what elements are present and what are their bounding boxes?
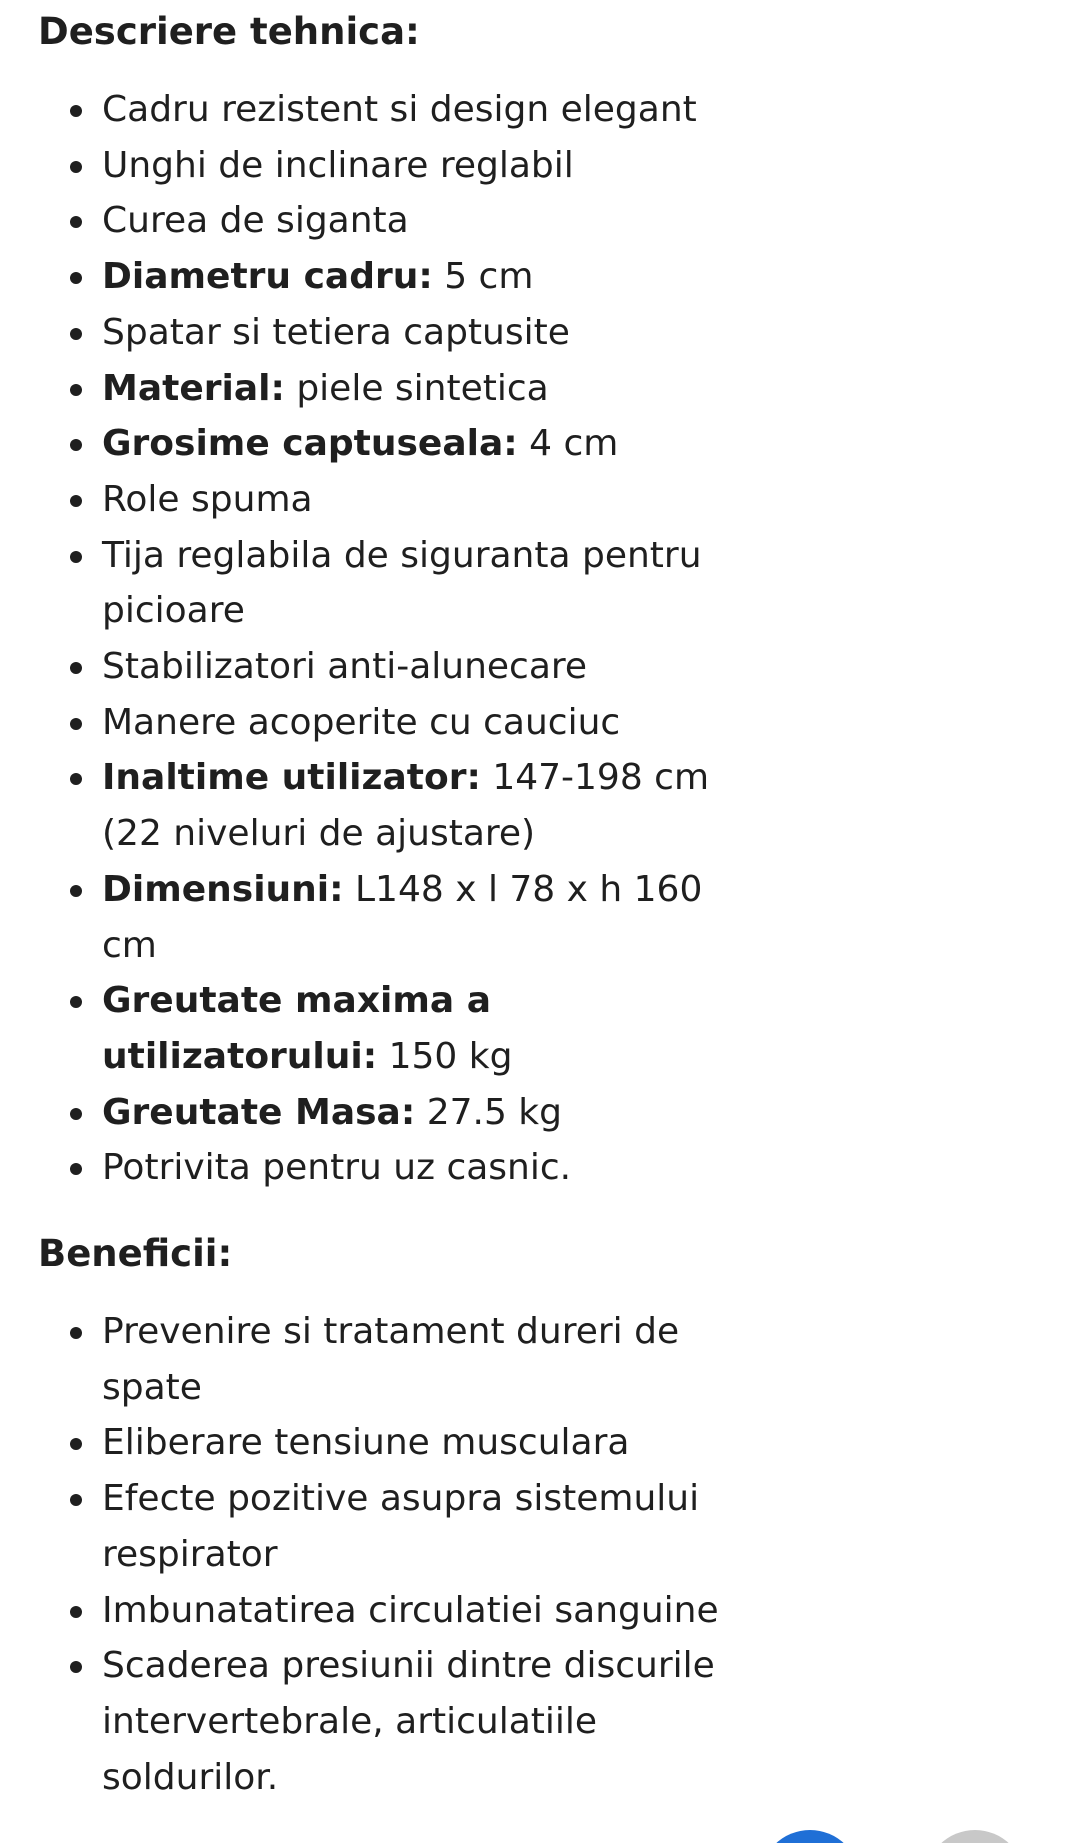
list-item: Tija reglabila de siguranta pentru picioare <box>102 528 742 639</box>
product-description <box>38 0 718 1805</box>
list-item: Scaderea presiunii dintre discurile intervertebrale, articulatiile soldurilor. <box>102 1638 742 1805</box>
benefits-list <box>38 1304 718 1805</box>
list-item: Stabilizatori anti-alunecare <box>102 639 742 695</box>
list-item: Material: piele sintetica <box>102 361 742 417</box>
list-item: Grosime captuseala: 4 cm <box>102 416 742 472</box>
list-item: Dimensiuni: L148 x l 78 x h 160 cm <box>102 862 742 973</box>
floating-action-button-primary[interactable] <box>760 1830 860 1843</box>
list-item: Prevenire si tratament dureri de spate <box>102 1304 742 1415</box>
tech-spec-list <box>38 82 718 1196</box>
list-item: Spatar si tetiera captusite <box>102 305 742 361</box>
list-item: Efecte pozitive asupra sistemului respirator <box>102 1471 742 1582</box>
list-item: Eliberare tensiune musculara <box>102 1415 742 1471</box>
list-item: Curea de siganta <box>102 193 742 249</box>
list-item: Greutate Masa: 27.5 kg <box>102 1085 742 1141</box>
benefits-heading: Beneficii: <box>38 1232 233 1276</box>
list-item: Imbunatatirea circulatiei sanguine <box>102 1583 742 1639</box>
list-item: Inaltime utilizator: 147-198 cm (22 niveluri de ajustare) <box>102 750 742 861</box>
list-item: Greutate maxima a utilizatorului: 150 kg <box>102 973 742 1084</box>
list-item: Manere acoperite cu cauciuc <box>102 695 742 751</box>
list-item: Unghi de inclinare reglabil <box>102 138 742 194</box>
floating-action-button-secondary[interactable] <box>925 1830 1025 1843</box>
tech-description-heading: Descriere tehnica: <box>38 10 420 53</box>
list-item: Potrivita pentru uz casnic. <box>102 1140 742 1196</box>
list-item: Role spuma <box>102 472 742 528</box>
list-item: Cadru rezistent si design elegant <box>102 82 742 138</box>
list-item: Diametru cadru: 5 cm <box>102 249 742 305</box>
